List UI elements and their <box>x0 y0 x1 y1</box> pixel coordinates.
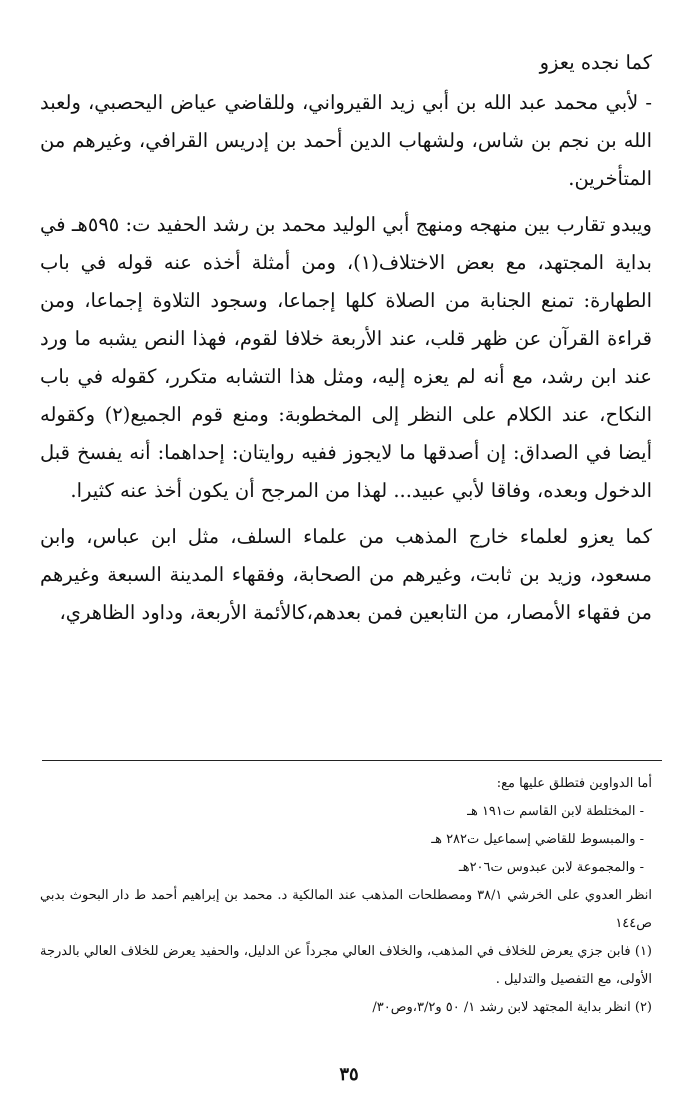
footnote-list-item: - والمبسوط للقاضي إسماعيل ت٢٨٢ هـ <box>431 832 644 847</box>
footnote-intro: أما الدواوين فتطلق عليها مع: <box>496 776 652 791</box>
page-number: ٣٥ <box>339 1064 359 1085</box>
footnotes <box>40 770 652 1022</box>
footnote-list-item: - المختلطة لابن القاسم ت١٩١ هـ <box>467 804 644 819</box>
footnote-2: (٢) انظر بداية المجتهد لابن رشد ١/ ٥٠ و٣/٢،وص٣٠/ <box>372 1000 652 1015</box>
footnote-list-item: - والمجموعة لابن عبدوس ت٢٠٦هـ <box>458 860 644 875</box>
main-text <box>40 44 652 640</box>
body-paragraph-2: ويبدو تقارب بين منهجه ومنهج أبي الوليد محمد بن رشد الحفيد ت: ٥٩٥هـ في بداية المجتهد، مع بعض الاختلاف(١)، ومن أمثلة أخذه عنه قوله في باب الطهارة: تمنع الجنابة من الصلاة كلها إجماعا، وسجود التلاوة إجماعا، ومن قراءة القرآن عن ظهر قلب، عند الأربعة خلافا لقوم، فهذا النص يشبه ما ورد عند ابن رشد، مع أنه لم يعزه إليه، ومثل هذا التشابه متكرر، كقوله في باب النكاح، عند الكلام على النظر إلى المخطوبة: ومنع قوم الجميع(٢) وكقوله أيضا في الصداق: إن أصدقها ما لايجوز ففيه روايتان: إحداهما: أنه يفسخ قبل الدخول وبعده، وفاقا لأبي عبيد... لهذا من المرجح أن يكون أخذ عنه كثيرا. <box>40 213 652 502</box>
footnote-divider <box>42 760 662 761</box>
footnote-list <box>40 798 652 882</box>
footnote-reference: انظر العدوي على الخرشي ٣٨/١ ومصطلحات المذهب عند المالكية د. محمد بن إبراهيم أحمد ط دار البحوث بدبي ص١٤٤ <box>40 888 652 931</box>
body-paragraph-intro: كما نجده يعزو <box>539 51 652 74</box>
body-paragraph-3: كما يعزو لعلماء خارج المذهب من علماء السلف، مثل ابن عباس، وابن مسعود، وزيد بن ثابت، وغيرهم من الصحابة، وفقهاء المدينة السبعة وغيرهم من فقهاء الأمصار، من التابعين فمن بعدهم،كالأئمة الأربعة، وداود الظاهري، <box>40 525 652 624</box>
footnote-1: (١) فابن جزي يعرض للخلاف في المذهب، والخلاف العالي مجرداً عن الدليل، والحفيد يعرض للخلاف العالي بالدرجة الأولى، مع التفصيل والتدليل . <box>40 944 652 987</box>
body-paragraph-1: - لأبي محمد عبد الله بن أبي زيد القيرواني، وللقاضي عياض اليحصبي، ولعبد الله بن نجم بن شاس، ولشهاب الدين أحمد بن إدريس القرافي، وغيرهم من المتأخرين. <box>40 91 652 190</box>
